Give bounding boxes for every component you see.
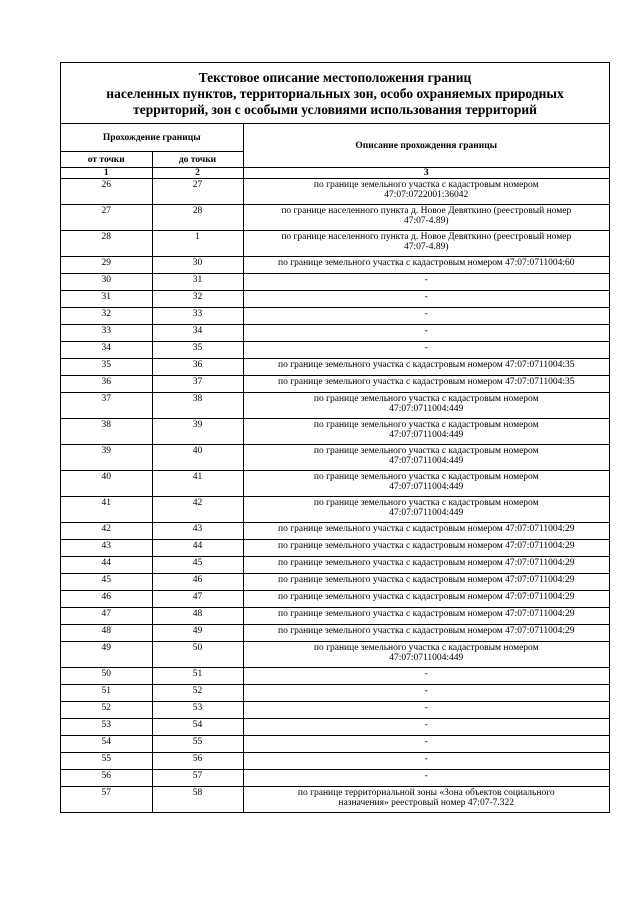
cell-from-point: 26 xyxy=(61,179,152,205)
cell-from-point: 57 xyxy=(61,787,152,813)
description-line: по границе населенного пункта д. Новое Девяткино (реестровый номер xyxy=(281,232,572,242)
cell-from-point: 49 xyxy=(61,642,152,668)
cell-to-point: 39 xyxy=(152,419,243,445)
table-row xyxy=(61,419,609,445)
table-row xyxy=(61,702,609,719)
table-row xyxy=(61,642,609,668)
cell-description xyxy=(243,393,609,419)
table-row xyxy=(61,393,609,419)
table-row xyxy=(61,625,609,642)
cell-description xyxy=(243,497,609,523)
table-row xyxy=(61,376,609,393)
cell-from-point: 48 xyxy=(61,625,152,642)
document-frame xyxy=(60,62,610,813)
cell-to-point: 28 xyxy=(152,205,243,231)
cell-description xyxy=(243,625,609,642)
cell-from-point: 46 xyxy=(61,591,152,608)
cell-to-point: 51 xyxy=(152,668,243,685)
table-row xyxy=(61,591,609,608)
cell-to-point: 45 xyxy=(152,557,243,574)
cell-from-point: 38 xyxy=(61,419,152,445)
cell-to-point: 58 xyxy=(152,787,243,813)
table-row xyxy=(61,325,609,342)
header-col-number-3: 3 xyxy=(243,168,609,179)
table-row xyxy=(61,787,609,813)
cell-from-point: 41 xyxy=(61,497,152,523)
cell-description xyxy=(243,719,609,736)
cell-description xyxy=(243,540,609,557)
description-line: по границе земельного участка с кадастровым номером 47:07:0711004:29 xyxy=(278,575,575,585)
cell-description xyxy=(243,668,609,685)
cell-description xyxy=(243,574,609,591)
description-line: по границе земельного участка с кадастровым номером xyxy=(313,394,539,404)
cell-from-point: 47 xyxy=(61,608,152,625)
cell-from-point: 56 xyxy=(61,770,152,787)
cell-description xyxy=(243,770,609,787)
description-line: - xyxy=(424,326,428,336)
description-line: по границе земельного участка с кадастровым номером 47:07:0711004:35 xyxy=(278,377,575,387)
document-title xyxy=(61,63,609,124)
cell-to-point: 46 xyxy=(152,574,243,591)
table-row xyxy=(61,736,609,753)
cell-to-point: 33 xyxy=(152,308,243,325)
cell-description xyxy=(243,231,609,257)
description-line: 47:07:0711004:449 xyxy=(389,430,464,440)
table-row xyxy=(61,257,609,274)
cell-to-point: 34 xyxy=(152,325,243,342)
cell-from-point: 55 xyxy=(61,753,152,770)
cell-to-point: 36 xyxy=(152,359,243,376)
cell-description xyxy=(243,419,609,445)
description-line: по границе земельного участка с кадастровым номером 47:07:0711004:29 xyxy=(278,609,575,619)
cell-from-point: 29 xyxy=(61,257,152,274)
table-row xyxy=(61,685,609,702)
cell-from-point: 34 xyxy=(61,342,152,359)
cell-to-point: 48 xyxy=(152,608,243,625)
table-row xyxy=(61,719,609,736)
description-line: - xyxy=(424,737,428,747)
table-row xyxy=(61,574,609,591)
description-line: 47:07-4.89) xyxy=(403,216,449,226)
header-from: от точки xyxy=(61,152,152,168)
title-line-3: территорий, зон с особыми условиями использования территорий xyxy=(133,102,537,117)
cell-description xyxy=(243,702,609,719)
cell-to-point: 37 xyxy=(152,376,243,393)
description-line: - xyxy=(424,669,428,679)
description-line: по границе земельного участка с кадастровым номером 47:07:0711004:29 xyxy=(278,541,575,551)
cell-to-point: 43 xyxy=(152,523,243,540)
cell-from-point: 50 xyxy=(61,668,152,685)
cell-from-point: 35 xyxy=(61,359,152,376)
table-row xyxy=(61,179,609,205)
cell-to-point: 53 xyxy=(152,702,243,719)
cell-to-point: 27 xyxy=(152,179,243,205)
header-to: до точки xyxy=(152,152,243,168)
cell-to-point: 30 xyxy=(152,257,243,274)
cell-to-point: 1 xyxy=(152,231,243,257)
cell-description xyxy=(243,291,609,308)
cell-description xyxy=(243,471,609,497)
cell-from-point: 32 xyxy=(61,308,152,325)
cell-description xyxy=(243,179,609,205)
cell-to-point: 32 xyxy=(152,291,243,308)
description-line: 47:07:0711004:449 xyxy=(389,653,464,663)
cell-description xyxy=(243,753,609,770)
table-row xyxy=(61,497,609,523)
cell-to-point: 31 xyxy=(152,274,243,291)
cell-from-point: 31 xyxy=(61,291,152,308)
table-row xyxy=(61,308,609,325)
table-row xyxy=(61,668,609,685)
cell-from-point: 40 xyxy=(61,471,152,497)
cell-description xyxy=(243,591,609,608)
table-body xyxy=(61,179,609,813)
description-line: по границе территориальной зоны «Зона объектов социального xyxy=(297,788,555,798)
title-line-2: населенных пунктов, территориальных зон, особо охраняемых природных xyxy=(106,86,564,101)
cell-to-point: 42 xyxy=(152,497,243,523)
cell-from-point: 33 xyxy=(61,325,152,342)
header-passage: Прохождение границы xyxy=(61,124,243,152)
description-line: по границе земельного участка с кадастровым номером 47:07:0711004:29 xyxy=(278,524,575,534)
cell-from-point: 30 xyxy=(61,274,152,291)
cell-from-point: 37 xyxy=(61,393,152,419)
cell-description xyxy=(243,274,609,291)
cell-to-point: 56 xyxy=(152,753,243,770)
cell-to-point: 54 xyxy=(152,719,243,736)
description-line: по границе земельного участка с кадастровым номером 47:07:0711004:60 xyxy=(278,258,575,268)
title-line-1: Текстовое описание местоположения границ xyxy=(198,70,472,85)
description-line: - xyxy=(424,309,428,319)
table-row xyxy=(61,359,609,376)
boundary-table xyxy=(61,124,609,812)
cell-to-point: 57 xyxy=(152,770,243,787)
description-line: 47:07:0711004:449 xyxy=(389,456,464,466)
table-row xyxy=(61,231,609,257)
cell-description xyxy=(243,342,609,359)
table-row xyxy=(61,557,609,574)
cell-description xyxy=(243,445,609,471)
table-row xyxy=(61,205,609,231)
description-line: - xyxy=(424,703,428,713)
cell-from-point: 52 xyxy=(61,702,152,719)
table-row xyxy=(61,342,609,359)
cell-description xyxy=(243,642,609,668)
cell-description xyxy=(243,685,609,702)
cell-description xyxy=(243,608,609,625)
cell-from-point: 28 xyxy=(61,231,152,257)
cell-from-point: 51 xyxy=(61,685,152,702)
cell-to-point: 55 xyxy=(152,736,243,753)
cell-description xyxy=(243,376,609,393)
description-line: по границе земельного участка с кадастровым номером 47:07:0711004:29 xyxy=(278,626,575,636)
table-row xyxy=(61,274,609,291)
description-line: 47:07:0711004:449 xyxy=(389,482,464,492)
description-line: 47:07-4.89) xyxy=(403,242,449,252)
cell-from-point: 45 xyxy=(61,574,152,591)
cell-to-point: 35 xyxy=(152,342,243,359)
cell-description xyxy=(243,359,609,376)
table-row xyxy=(61,753,609,770)
table-row xyxy=(61,291,609,308)
cell-from-point: 36 xyxy=(61,376,152,393)
description-line: по границе земельного участка с кадастровым номером xyxy=(313,446,539,456)
header-col-number-2: 2 xyxy=(152,168,243,179)
description-line: - xyxy=(424,771,428,781)
table-row xyxy=(61,770,609,787)
header-col-number-1: 1 xyxy=(61,168,152,179)
cell-to-point: 44 xyxy=(152,540,243,557)
cell-to-point: 47 xyxy=(152,591,243,608)
table-row xyxy=(61,523,609,540)
description-line: по границе земельного участка с кадастровым номером xyxy=(313,420,539,430)
description-line: по границе земельного участка с кадастровым номером xyxy=(313,180,539,190)
description-line: по границе земельного участка с кадастровым номером 47:07:0711004:35 xyxy=(278,360,575,370)
description-line: - xyxy=(424,292,428,302)
cell-from-point: 39 xyxy=(61,445,152,471)
table-row xyxy=(61,608,609,625)
cell-description xyxy=(243,325,609,342)
description-line: по границе земельного участка с кадастровым номером xyxy=(313,643,539,653)
description-line: по границе земельного участка с кадастровым номером xyxy=(313,498,539,508)
cell-from-point: 42 xyxy=(61,523,152,540)
cell-description xyxy=(243,523,609,540)
cell-to-point: 50 xyxy=(152,642,243,668)
table-row xyxy=(61,445,609,471)
header-description: Описание прохождения границы xyxy=(243,124,609,168)
cell-from-point: 43 xyxy=(61,540,152,557)
description-line: по границе земельного участка с кадастровым номером 47:07:0711004:29 xyxy=(278,558,575,568)
cell-description xyxy=(243,787,609,813)
description-line: - xyxy=(424,686,428,696)
description-line: по границе населенного пункта д. Новое Девяткино (реестровый номер xyxy=(281,206,572,216)
cell-to-point: 52 xyxy=(152,685,243,702)
cell-description xyxy=(243,736,609,753)
description-line: по границе земельного участка с кадастровым номером xyxy=(313,472,539,482)
cell-from-point: 27 xyxy=(61,205,152,231)
cell-from-point: 54 xyxy=(61,736,152,753)
description-line: - xyxy=(424,343,428,353)
cell-to-point: 38 xyxy=(152,393,243,419)
cell-description xyxy=(243,205,609,231)
cell-description xyxy=(243,257,609,274)
description-line: 47:07:0711004:449 xyxy=(389,508,464,518)
table-row xyxy=(61,540,609,557)
description-line: 47:07:0722001:36042 xyxy=(384,190,469,200)
cell-to-point: 49 xyxy=(152,625,243,642)
cell-to-point: 41 xyxy=(152,471,243,497)
description-line: 47:07:0711004:449 xyxy=(389,404,464,414)
description-line: назначения» реестровый номер 47:07-7.322 xyxy=(338,798,515,808)
description-line: - xyxy=(424,720,428,730)
cell-description xyxy=(243,557,609,574)
table-row xyxy=(61,471,609,497)
cell-from-point: 53 xyxy=(61,719,152,736)
cell-from-point: 44 xyxy=(61,557,152,574)
description-line: - xyxy=(424,275,428,285)
cell-description xyxy=(243,308,609,325)
description-line: по границе земельного участка с кадастровым номером 47:07:0711004:29 xyxy=(278,592,575,602)
description-line: - xyxy=(424,754,428,764)
cell-to-point: 40 xyxy=(152,445,243,471)
